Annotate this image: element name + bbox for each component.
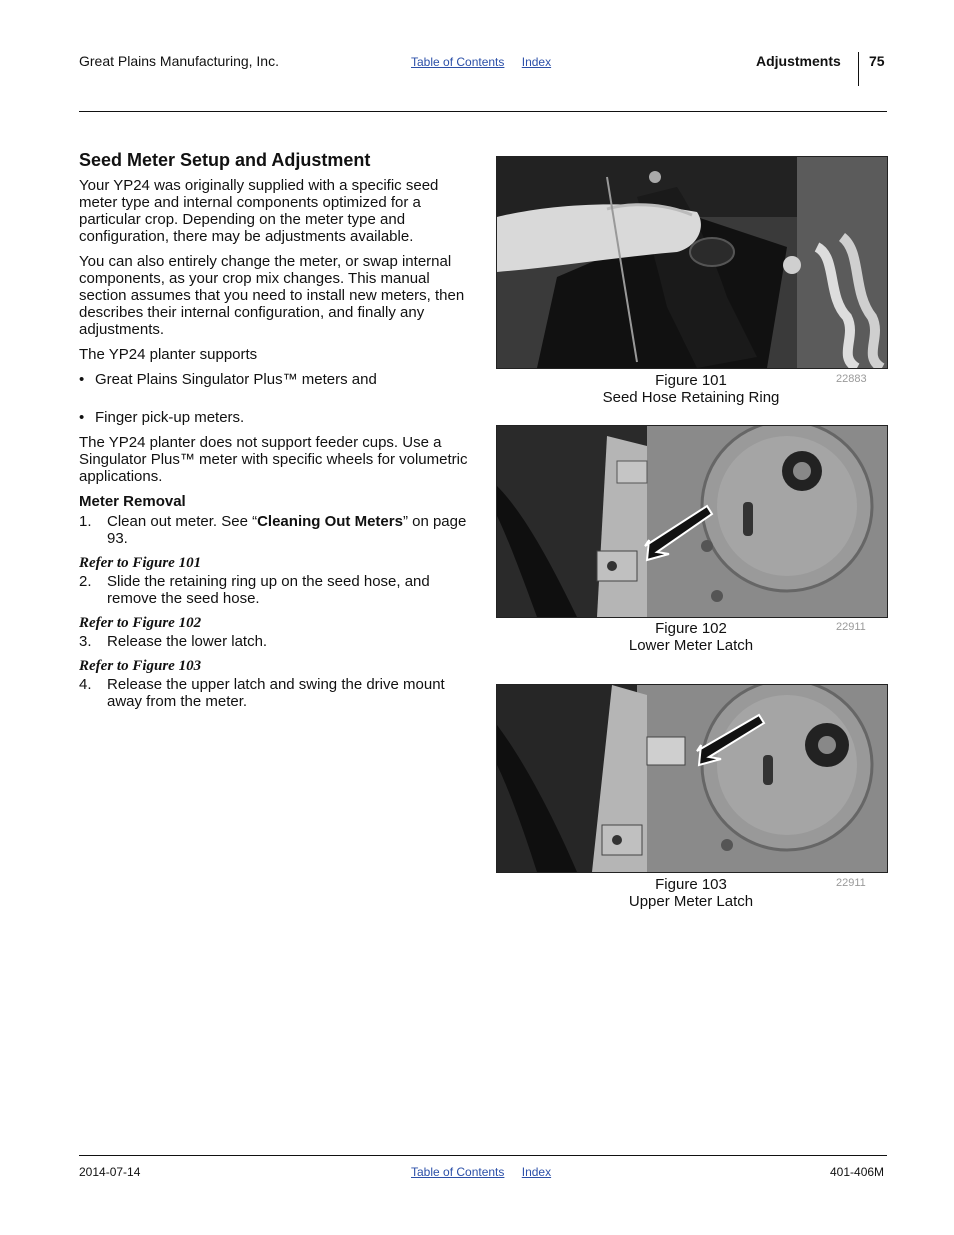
supports-paragraph: The YP24 planter supports bbox=[79, 346, 258, 363]
footer-rule bbox=[79, 1155, 887, 1156]
header-nav bbox=[411, 55, 565, 69]
figure-reference: Refer to Figure 102 bbox=[79, 615, 202, 631]
footer-index-link[interactable]: Index bbox=[521, 1165, 552, 1179]
step-number: 1. bbox=[79, 513, 92, 530]
bullet-text: Finger pick-up meters. bbox=[95, 409, 245, 426]
footer-toc-link[interactable]: Table of Contents bbox=[411, 1165, 505, 1179]
meter-removal-heading: Meter Removal bbox=[79, 493, 186, 510]
figure-101-photo bbox=[496, 156, 888, 369]
figure-label: Figure 102 bbox=[655, 620, 727, 637]
step-number: 2. bbox=[79, 573, 92, 590]
step-text: Slide the retaining ring up on the seed hose, and remove the seed hose. bbox=[107, 573, 430, 607]
step-number: 3. bbox=[79, 633, 92, 650]
publication-date: 2014-07-14 bbox=[79, 1165, 141, 1179]
step-text: Clean out meter. See “Cleaning Out Meters” on page 93. bbox=[107, 513, 467, 547]
cross-reference: Cleaning Out Meters bbox=[257, 513, 403, 530]
figure-title: Seed Hose Retaining Ring bbox=[602, 389, 780, 406]
step-item bbox=[79, 513, 471, 547]
list-item bbox=[79, 371, 471, 388]
figure-title: Lower Meter Latch bbox=[628, 637, 754, 654]
page-heading: Seed Meter Setup and Adjustment bbox=[79, 150, 371, 170]
intro-paragraph: Your YP24 was originally supplied with a specific seed meter type and internal components optimized for a particular crop. Depending on the meter type and configuration, there may be adjustments available. bbox=[79, 177, 439, 245]
figure-102-photo bbox=[496, 425, 888, 618]
figure-title: Upper Meter Latch bbox=[628, 893, 754, 910]
list-item bbox=[79, 409, 471, 426]
figure-reference: Refer to Figure 101 bbox=[79, 555, 202, 571]
bullet-dot: • bbox=[79, 409, 85, 426]
bullet-dot: • bbox=[79, 371, 85, 388]
company-name: Great Plains Manufacturing, Inc. bbox=[79, 53, 279, 69]
main-text-column bbox=[79, 149, 471, 718]
photo-id: 22883 bbox=[836, 373, 867, 385]
figure-102-caption bbox=[496, 620, 886, 654]
step-text: Release the upper latch and swing the drive mount away from the meter. bbox=[107, 676, 445, 710]
header-toc-link[interactable]: Table of Contents bbox=[411, 55, 505, 69]
header-rule bbox=[79, 111, 887, 112]
footer-nav bbox=[411, 1165, 565, 1179]
step-text: Release the lower latch. bbox=[107, 633, 268, 650]
photo-id: 22911 bbox=[836, 877, 866, 889]
figure-101-caption bbox=[496, 372, 886, 406]
figure-103-caption bbox=[496, 876, 886, 910]
step-item bbox=[79, 676, 471, 710]
figure-reference: Refer to Figure 103 bbox=[79, 658, 202, 674]
step-item bbox=[79, 573, 471, 607]
document-number: 401-406M bbox=[830, 1165, 885, 1179]
figure-label: Figure 101 bbox=[655, 372, 727, 389]
bullet-text: Great Plains Singulator Plus™ meters and bbox=[95, 371, 377, 388]
header-index-link[interactable]: Index bbox=[521, 55, 552, 69]
swap-paragraph: You can also entirely change the meter, or swap internal components, as your crop mix changes. This manual section assumes that you need to install new meters, then describes their internal configuration, and finally any adjustments. bbox=[79, 253, 465, 338]
feeder-cups-paragraph: The YP24 planter does not support feeder cups. Use a Singulator Plus™ meter with specific wheels for volumetric applications. bbox=[79, 434, 468, 485]
figure-103-photo bbox=[496, 684, 888, 873]
section-title: Adjustments bbox=[756, 53, 841, 69]
page-number: 75 bbox=[869, 53, 885, 69]
step-number: 4. bbox=[79, 676, 92, 693]
photo-id: 22911 bbox=[836, 621, 866, 633]
step-item bbox=[79, 633, 471, 650]
header-separator bbox=[858, 52, 859, 86]
figure-label: Figure 103 bbox=[655, 876, 727, 893]
